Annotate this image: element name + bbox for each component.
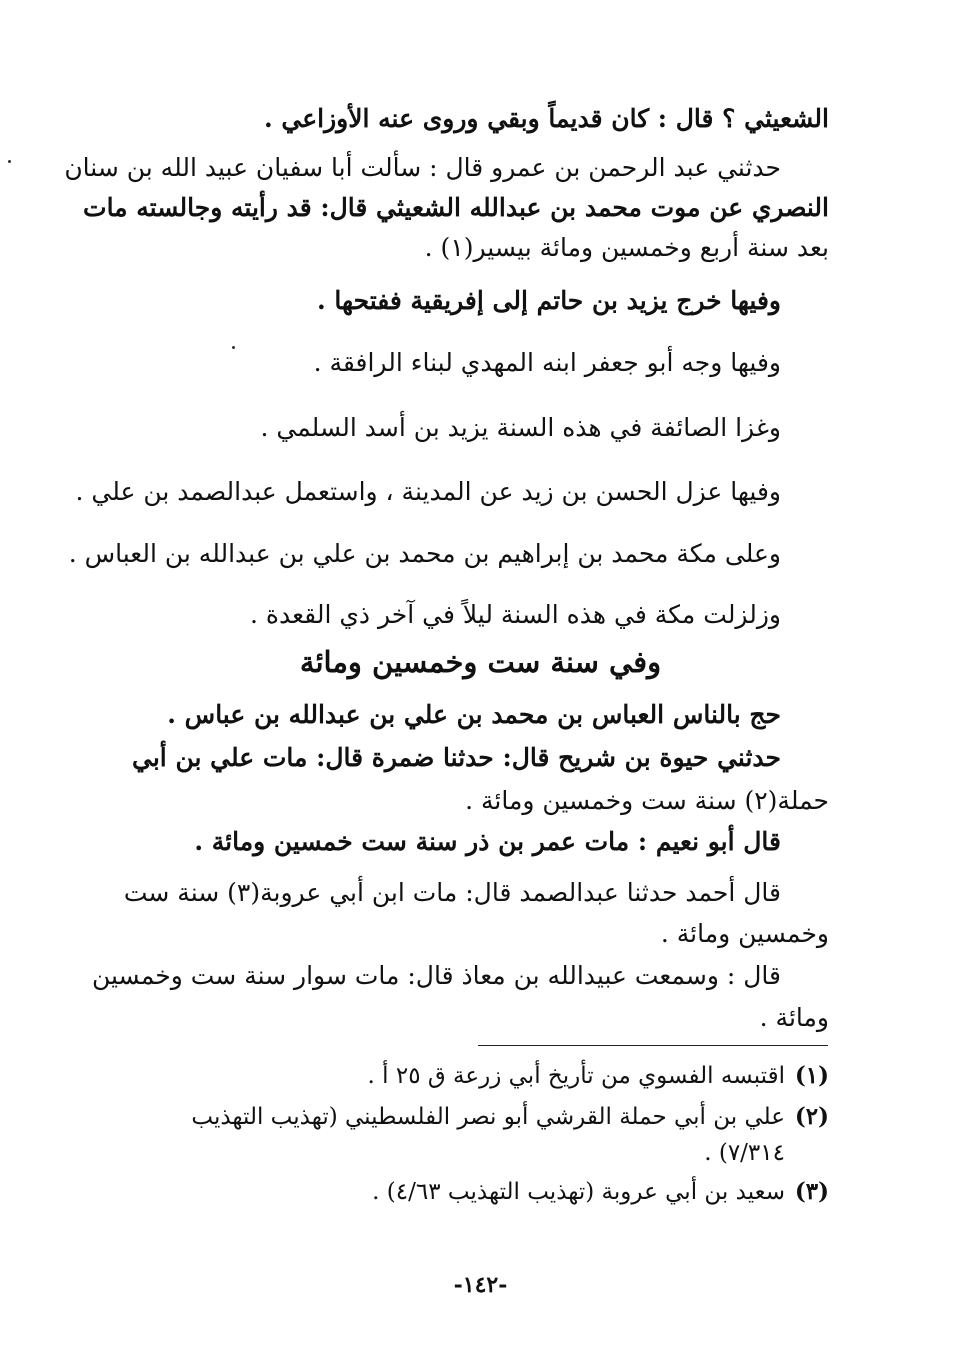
text-line: بعد سنة أربع وخمسين ومائة بيسير(١) . xyxy=(424,233,829,262)
text-line: وفيها وجه أبو جعفر ابنه المهدي لبناء الرافقة . xyxy=(313,348,781,377)
scan-speck xyxy=(8,160,11,163)
footnote-text: سعيد بن أبي عروبة (تهذيب التهذيب ٤/٦٣) . xyxy=(372,1179,785,1205)
text-line: قال أحمد حدثنا عبدالصمد قال: مات ابن أبي عروبة(٣) سنة ست xyxy=(123,878,781,907)
footnote-text: اقتبسه الفسوي من تأريخ أبي زرعة ق ٢٥ أ . xyxy=(367,1063,785,1089)
text-line: حملة(٢) سنة ست وخمسين ومائة . xyxy=(465,786,829,815)
text-line: قال أبو نعيم : مات عمر بن ذر سنة ست خمسين ومائة . xyxy=(194,827,781,856)
footnote xyxy=(130,1101,829,1133)
text-line: وعلى مكة محمد بن إبراهيم بن محمد بن علي بن عبدالله بن العباس . xyxy=(68,539,781,568)
text-line: وخمسين ومائة . xyxy=(660,919,829,948)
scan-speck xyxy=(232,346,235,349)
footnote-separator xyxy=(478,1045,828,1046)
footnote-continuation xyxy=(130,1137,829,1169)
section-heading: وفي سنة ست وخمسين ومائة xyxy=(299,645,662,679)
text-line: الشعيثي ؟ قال : كان قديماً وبقي وروى عنه الأوزاعي . xyxy=(263,104,829,133)
text-line: النصري عن موت محمد بن عبدالله الشعيثي قال: قد رأيته وجالسته مات xyxy=(83,193,829,222)
text-line: وزلزلت مكة في هذه السنة ليلاً في آخر ذي القعدة . xyxy=(250,600,781,629)
footnote-number: (٢) xyxy=(794,1103,829,1130)
text-line: حج بالناس العباس بن محمد بن علي بن عبدالله بن عباس . xyxy=(167,700,781,729)
footnote-number: (١) xyxy=(794,1062,829,1089)
footnote-text: علي بن أبي حملة القرشي أبو نصر الفلسطيني (تهذيب التهذيب xyxy=(191,1104,785,1130)
text-line: ومائة . xyxy=(759,1003,829,1032)
text-line: وغزا الصائفة في هذه السنة يزيد بن أسد السلمي . xyxy=(260,413,781,442)
footnote-number: (٣) xyxy=(794,1178,829,1205)
footnote-text: ٧/٣١٤) . xyxy=(704,1140,785,1166)
text-line: وفيها عزل الحسن بن زيد عن المدينة ، واستعمل عبدالصمد بن علي . xyxy=(75,477,781,506)
footnote xyxy=(130,1060,829,1092)
text-line: وفيها خرج يزيد بن حاتم إلى إفريقية ففتحها . xyxy=(317,286,781,315)
text-line: حدثني حيوة بن شريح قال: حدثنا ضمرة قال: مات علي بن أبي xyxy=(132,743,781,772)
text-line: قال : وسمعت عبيدالله بن معاذ قال: مات سوار سنة ست وخمسين xyxy=(91,961,781,990)
text-line: حدثني عبد الرحمن بن عمرو قال : سألت أبا سفيان عبيد الله بن سنان xyxy=(64,153,781,182)
page-number: -١٤٢- xyxy=(453,1272,508,1298)
footnote xyxy=(130,1176,829,1208)
